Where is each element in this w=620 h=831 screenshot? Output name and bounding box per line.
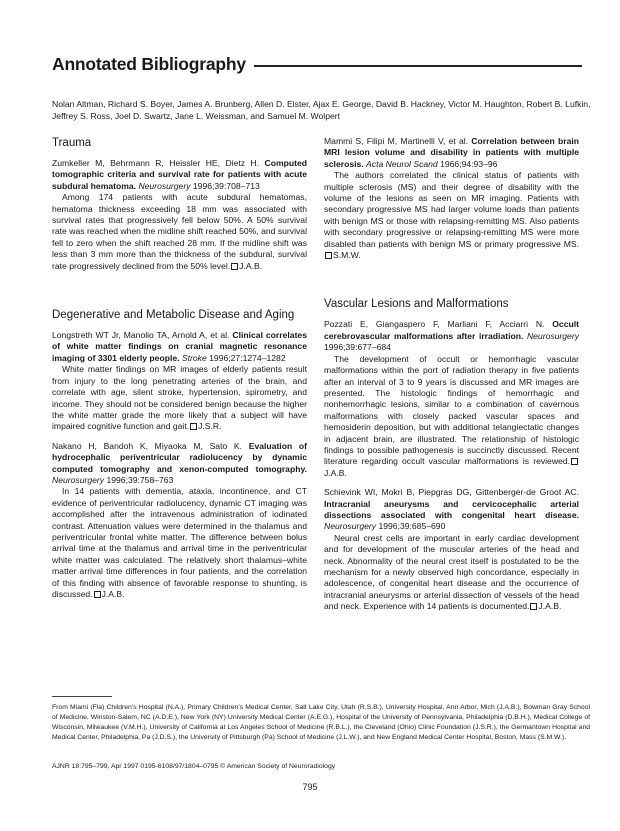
citation-authors: Longstreth WT Jr, Manolio TA, Arnold A, et al. — [52, 330, 233, 341]
citation-title: Clinical correlates of white matter findings on cranial magnetic resonance imaging of 3301 elderly people. — [52, 330, 307, 363]
abstract-text: White matter findings on MR images of elderly patients result from injury to the long penetrating arteries of the brain, and correlate with age, silent stroke, hypertension, spirometry, and income. They should not be considered benign because the higher the white matter grade the more likely that a subject will have impaired cognitive function and gait. — [52, 364, 307, 432]
end-box-icon — [94, 591, 101, 598]
citation-ref: 1996;27:1274–1282 — [206, 352, 286, 363]
citation — [52, 330, 307, 364]
citation — [324, 136, 579, 170]
citation-journal: Neurosurgery — [526, 330, 579, 341]
citation-journal: Stroke — [181, 352, 207, 363]
reviewer-initials: J.S.R. — [198, 421, 222, 432]
citation-authors: Mammi S, Filipi M, Martinelli V, et al. — [324, 136, 472, 146]
citation-journal: Neurosurgery — [324, 521, 377, 532]
journal-line: AJNR 18:795–799, Apr 1997 0195-6108/97/1804–0795 © American Society of Neuroradiology — [52, 763, 336, 770]
reviewer-initials: J.A.B. — [239, 260, 263, 271]
bib-entry — [52, 158, 307, 272]
affiliations: From Miami (Fla) Children’s Hospital (N.A.), Primary Children’s Medical Center, Salt Lake City, Utah (R.S.B.), University Hospital, Ann Arbor, Mich (J.A.B.), Bowman Gray School of Medicine, Winston-Salem, NC (A.D.E.), New York (NY) University Medical Center (A.E.G.), Hospital of the University of Pennsylvania, Philadelphia (D.B.H.), Medical College of Wisconsin, Milwaukee (V.M.H.), University of California at Los Angeles School of Medicine (R.B.L.), the Cleveland (Ohio) Clinic Foundation (J.S.R.), the Germantown Hospital and Medical Center, Philadelphia, Pa (J.D.S.), the University of Pittsburgh (Pa) School of Medicine (J.L.W.), and New England Medical Center Hospital, Boston, Mass (S.M.W.). — [52, 704, 590, 741]
page-title: Annotated Bibliography — [52, 53, 246, 74]
citation-title: Occult cerebrovascular malformations after irradiation. — [324, 319, 579, 341]
citation-journal: Neurosurgery — [52, 474, 105, 485]
bib-entry — [324, 136, 579, 261]
citation-journal: Neurosurgery — [138, 180, 191, 191]
citation-ref: 1996;39:708–713 — [190, 180, 260, 191]
bib-entry — [324, 487, 579, 612]
citation-title: Evaluation of hydrocephalic periventricular radiolucency by dynamic computed tomography and xenon-computed tomography. — [52, 440, 307, 474]
citation-authors: Zumkeller M, Behrmann R, Heissler HE, Dietz H. — [52, 158, 265, 168]
citation — [324, 319, 579, 353]
abstract-text: In 14 patients with dementia, ataxia, incontinence, and CT evidence of periventricular radiolucency, dynamic CT imaging was accomplished after the intravenous administration of iodinated contrast. Attenuation values were determined in the thalamus and periventricular frontal white matter. The difference between bolus arrival time at the thalamus and arrival time in the periventricular white matter was calculated. The relatively short thalamus–white matter arrival time differences in four patients, and the correlation of this finding with absence of favorable response to shunting, is discussed. — [52, 486, 307, 599]
page-number: 795 — [302, 782, 318, 792]
citation — [324, 487, 579, 533]
end-box-icon — [190, 423, 197, 430]
bib-entry — [52, 330, 307, 433]
reviewer-initials: S.M.W. — [333, 250, 361, 261]
title-rule — [254, 65, 582, 67]
citation-ref: 1996;39:677–684 — [324, 342, 391, 353]
end-box-icon — [231, 263, 238, 270]
end-box-icon — [325, 252, 332, 259]
right-column — [324, 136, 579, 613]
bib-entry — [324, 319, 579, 479]
abstract — [52, 192, 307, 272]
section-heading-vascular: Vascular Lesions and Malformations — [324, 298, 509, 311]
reviewer-initials: J.A.B. — [324, 467, 347, 478]
abstract-text: Among 174 patients with acute subdural hematomas, hematoma thickness exceeding 18 mm was associated with survival rates that progressively fell below 50%. A 50% survival rate was reached when the midline shift reached 50%, and survival fell to zero when the shift reached 28 mm. If the midline shift was less than 3 mm more than the thickness of the subdural, survival rate progressively declined from the 50% level. — [52, 192, 307, 271]
author-list: Nolan Altman, Richard S. Boyer, James A. Brunberg, Allen D. Elster, Ajax E. George, David B. Hackney, Victor M. Haughton, Robert B. Lufkin, Jeffrey S. Ross, Joel D. Swartz, Jane L. Weissman, and Samuel M. Wolpert — [52, 99, 591, 121]
abstract — [324, 533, 579, 613]
reviewer-initials: J.A.B. — [101, 589, 125, 599]
citation-ref: 1966;94:93–96 — [437, 158, 498, 169]
title-row — [52, 52, 582, 76]
abstract — [324, 170, 579, 261]
abstract-text: The authors correlated the clinical status of patients with multiple sclerosis (MS) and their degree of disability with the volume of the lesions as seen on MR imaging. Patients with secondary progressive MS had larger volume loads than patients with benign MS or those with relapsing-remitting MS. Also patients with secondary progressive or relapsing-remitting MS were more disabled than patients with benign MS or primary progressive MS. — [324, 170, 579, 249]
citation-title: Intracranial aneurysms and cervicocephalic arterial dissections associated with congenital heart disease. — [324, 498, 579, 520]
abstract — [52, 486, 307, 600]
citation-ref: 1996;39:685–690 — [376, 521, 446, 532]
abstract — [52, 364, 307, 432]
citation-authors: Pozzati E, Giangaspero F, Marliani F, Acciarri N. — [324, 319, 553, 330]
left-column — [52, 136, 307, 600]
citation-authors: Nakano H, Bandoh K, Miyaoka M, Sato K. — [52, 440, 249, 451]
citation-authors: Schievink WI, Mokri B, Piepgras DG, Gittenberger-de Groot AC. — [324, 487, 579, 498]
citation-journal: Acta Neurol Scand — [366, 158, 438, 169]
citation-ref: 1996;39:758–763 — [104, 474, 174, 485]
section-heading-trauma: Trauma — [52, 137, 92, 149]
bib-entry — [52, 441, 307, 601]
abstract — [324, 354, 579, 479]
citation — [52, 158, 307, 192]
end-box-icon — [571, 458, 578, 465]
citation-title: Computed tomographic criteria and survival rate for patients with acute subdural hematoma. — [52, 158, 307, 191]
abstract-text: Neural crest cells are important in early cardiac development and for development of the muscular arteries of the head and neck. Abnormality of the neural crest itself is postulated to be the mechanism for a newly observed high concordance, especially in adolescence, of congenital heart disease and the occurrence of intracranial aneurysms or arterial dissection of vessels of the head and neck. Experience with 14 patients is documented. — [324, 532, 579, 612]
end-box-icon — [530, 603, 537, 610]
footer-rule — [52, 696, 112, 697]
abstract-text: The development of occult or hemorrhagic vascular malformations within the port of radiation therapy in five patients after an interval of 3 to 9 years is discussed and MR images are presented. The histologic findings of hemorrhagic and nonhemorrhagic lesions, similar to a combination of cavernous malformations with closely packed vascular spaces and hemosiderin deposition, but with additional telangiectatic changes in adjacent brain, are illustrated. The relationship of histologic findings to possible pathogenesis is succinctly discussed. Recent literature regarding occult vascular malformations is reviewed. — [324, 353, 579, 467]
reviewer-initials: J.A.B. — [538, 601, 562, 612]
section-heading-degenerative: Degenerative and Metabolic Disease and Aging — [52, 309, 295, 322]
citation — [52, 441, 307, 487]
citation-title: Correlation between brain MRI lesion volume and disability in patients with multiple sclerosis. — [324, 136, 579, 169]
